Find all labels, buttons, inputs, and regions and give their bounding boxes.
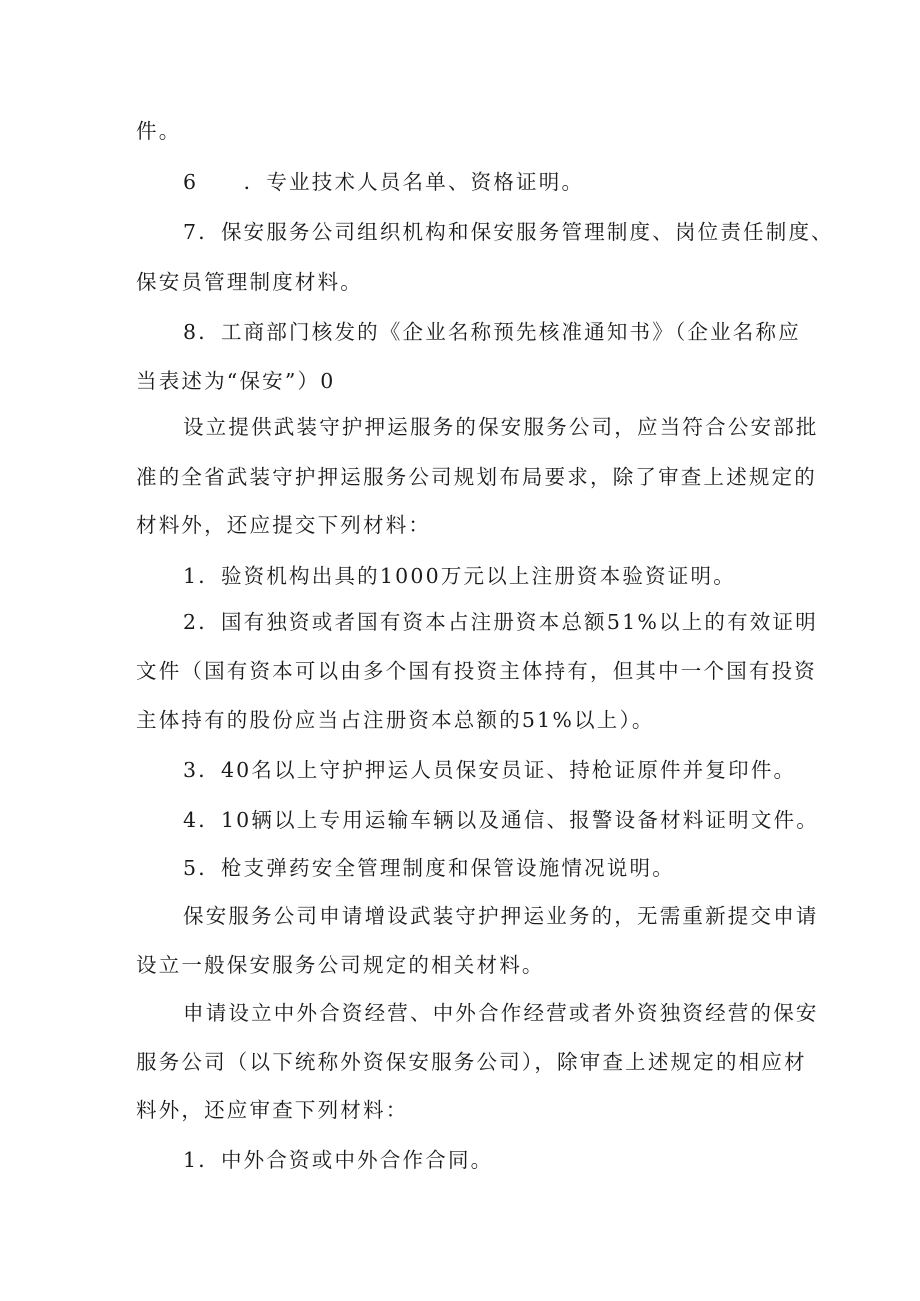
paragraph-line: 3．40名以上守护押运人员保安员证、持枪证原件并复印件。 — [183, 758, 797, 782]
paragraph-line: 准的全省武装守护押运服务公司规划布局要求，除了审查上述规定的 — [136, 465, 817, 489]
paragraph-line: 8．工商部门核发的《企业名称预先核准通知书》（企业名称应 — [183, 320, 801, 344]
paragraph-line: 申请设立中外合资经营、中外合作经营或者外资独资经营的保安 — [183, 1001, 819, 1025]
paragraph-line: 保安服务公司申请增设武装守护押运业务的，无需重新提交申请 — [183, 904, 819, 928]
paragraph-line: 1．验资机构出具的1000万元以上注册资本验资证明。 — [183, 564, 736, 588]
paragraph-line: 文件（国有资本可以由多个国有投资主体持有，但其中一个国有投资 — [136, 659, 817, 683]
paragraph-line: 服务公司（以下统称外资保安服务公司），除审查上述规定的相应材 — [136, 1050, 807, 1074]
paragraph-line: 设立一般保安服务公司规定的相关材料。 — [136, 953, 545, 977]
paragraph-line: 7．保安服务公司组织机构和保安服务管理制度、岗位责任制度、 — [183, 220, 834, 244]
paragraph-line: 材料外，还应提交下列材料： — [136, 513, 432, 537]
paragraph-line: 主体持有的股份应当占注册资本总额的51%以上）。 — [136, 708, 655, 732]
paragraph-line: 4．10辆以上专用运输车辆以及通信、报警设备材料证明文件。 — [183, 808, 819, 832]
paragraph-line: 2．国有独资或者国有资本占注册资本总额51%以上的有效证明 — [183, 610, 818, 634]
paragraph-line: 料外，还应审查下列材料： — [136, 1098, 409, 1122]
paragraph-line: 6 ．专业技术人员名单、资格证明。 — [183, 170, 585, 194]
paragraph-line: 保安员管理制度材料。 — [136, 270, 363, 294]
paragraph-line: 5．枪支弹药安全管理制度和保管设施情况说明。 — [183, 856, 675, 880]
paragraph-line: 设立提供武装守护押运服务的保安服务公司，应当符合公安部批 — [183, 415, 819, 439]
paragraph-line: 当表述为“保安”）0 — [136, 369, 336, 393]
paragraph-line: 1．中外合资或中外合作合同。 — [183, 1148, 494, 1172]
paragraph-line: 件。 — [136, 119, 182, 143]
